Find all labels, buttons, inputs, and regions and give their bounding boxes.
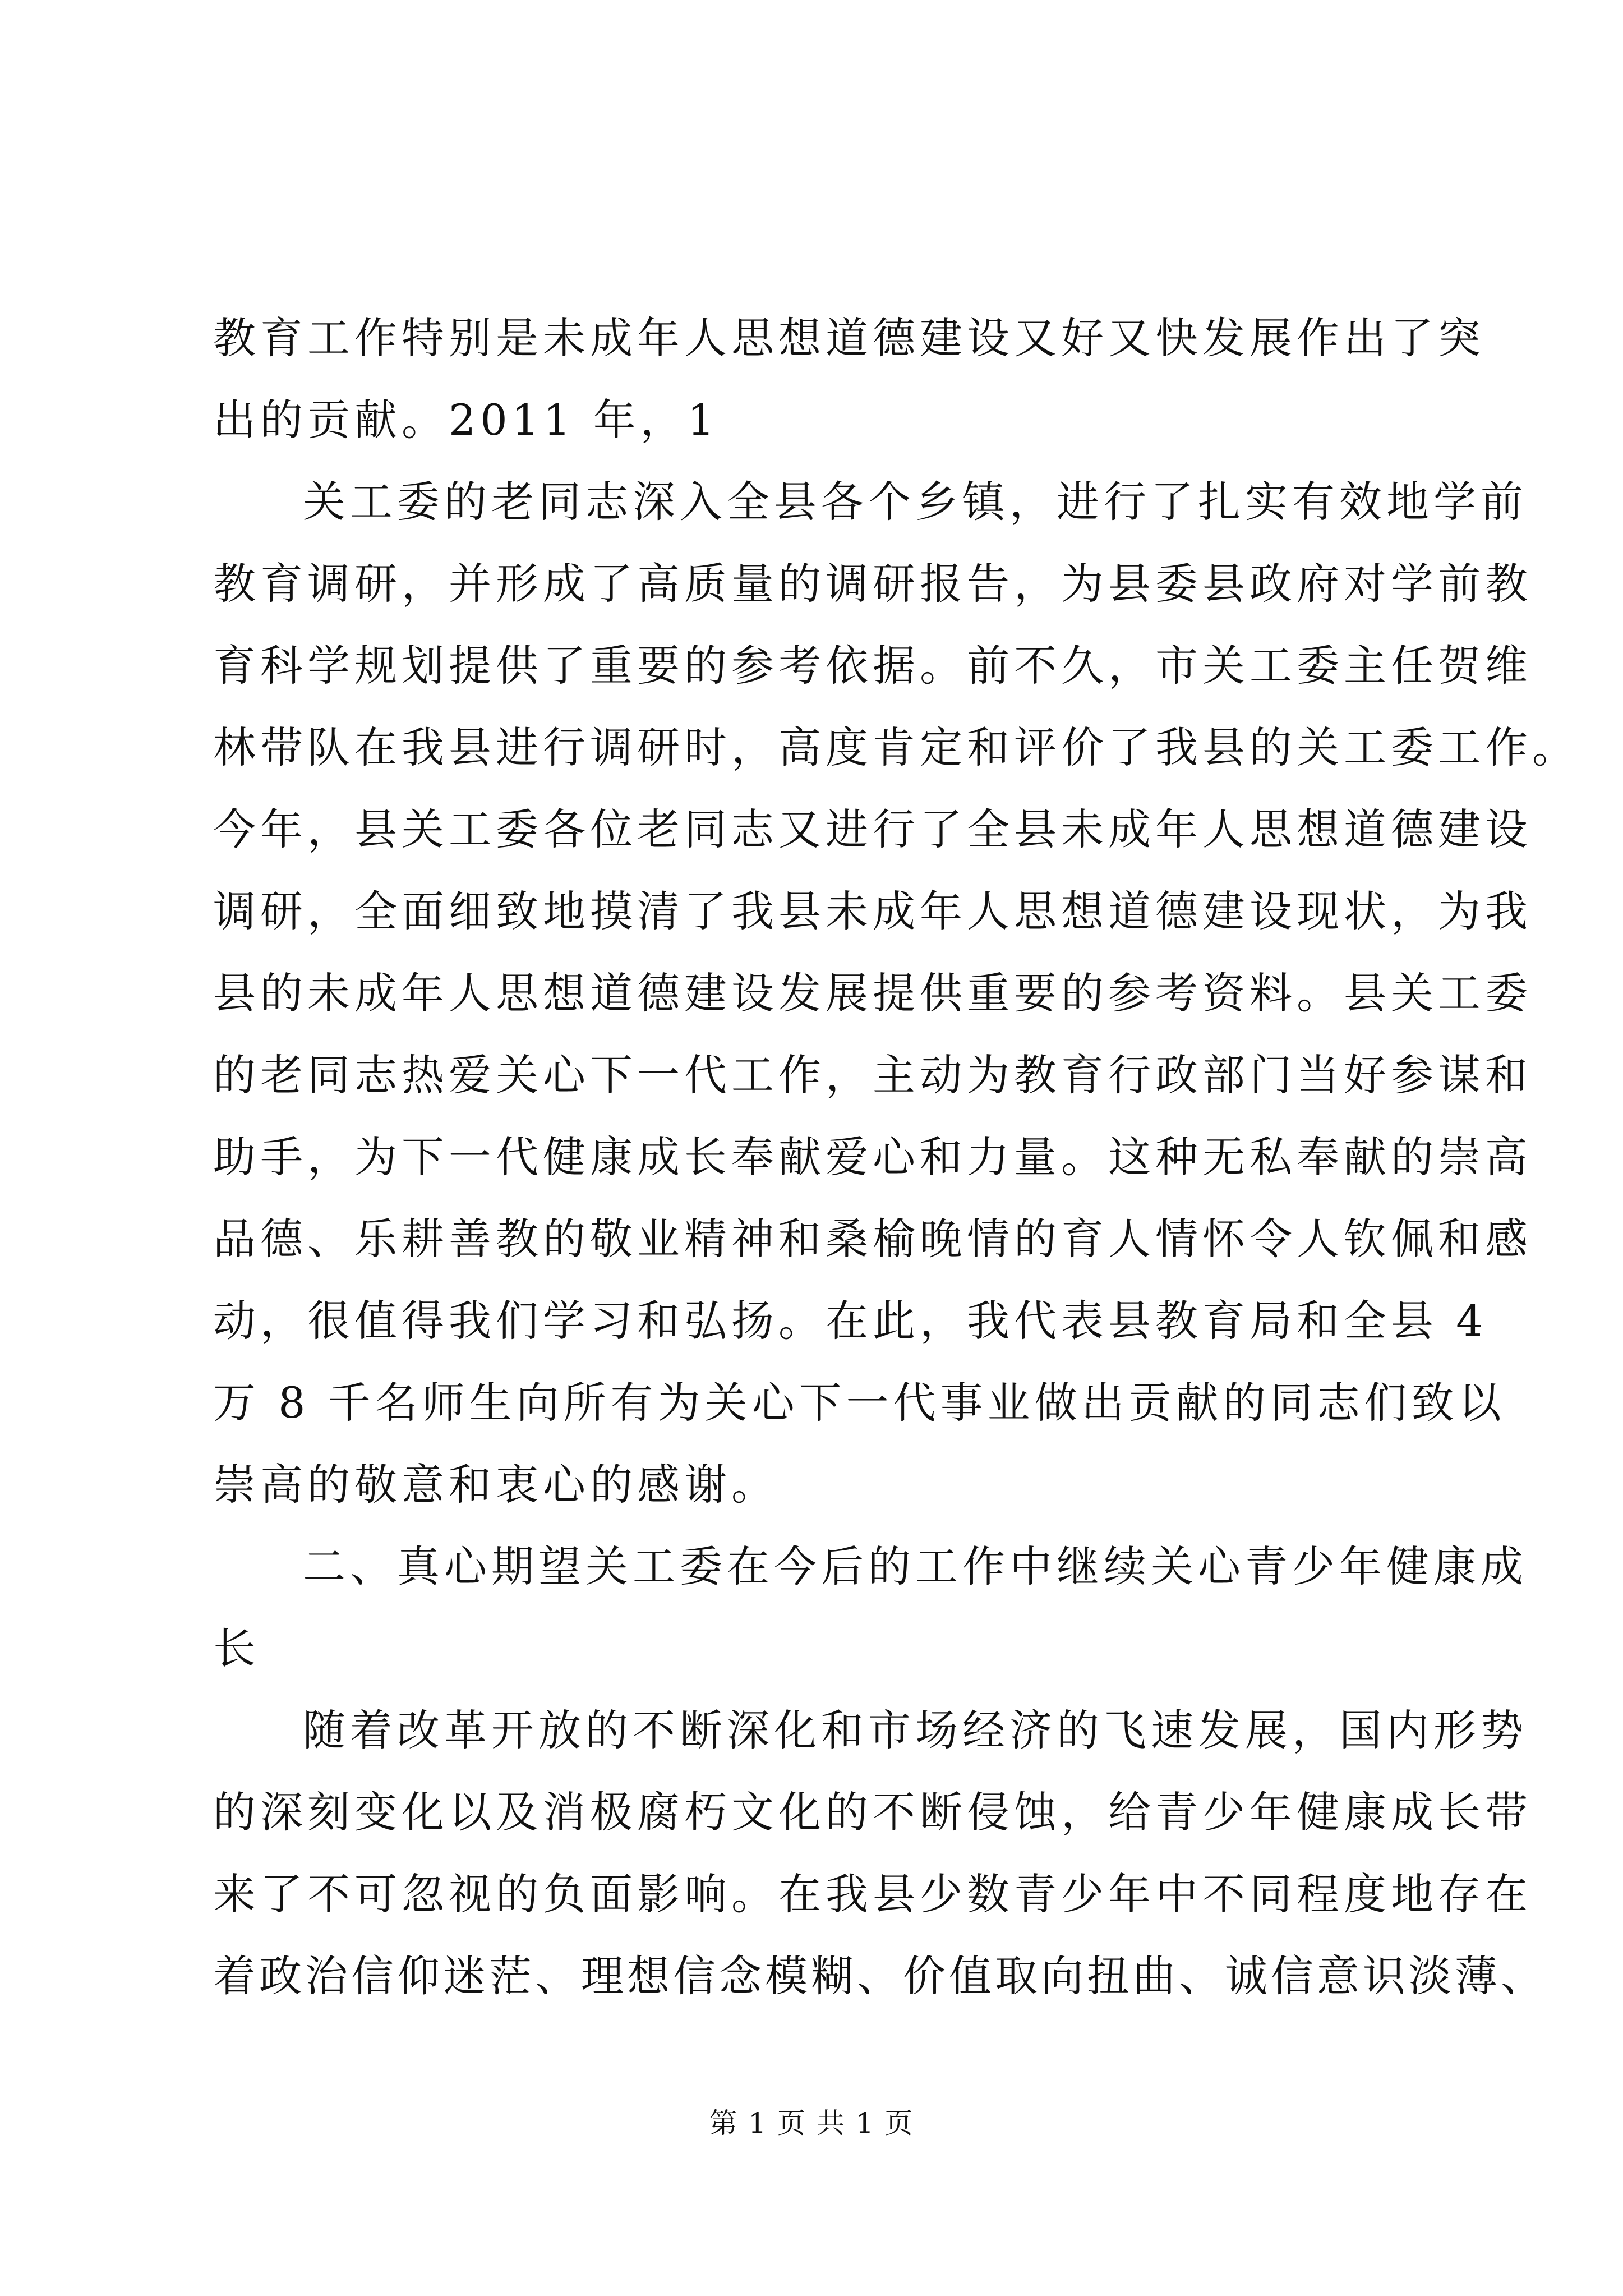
text-line: 崇高的敬意和衷心的感谢。 [213, 1460, 778, 1510]
paragraph-start-line: 随着改革开放的不断深化和市场经济的飞速发展，国内形势 [303, 1705, 1528, 1755]
text-line: 的老同志热爱关心下一代工作，主动为教育行政部门当好参谋和 [213, 1050, 1532, 1100]
text-line: 教育调研，并形成了高质量的调研报告，为县委县政府对学前教 [213, 559, 1532, 609]
text-line: 助手，为下一代健康成长奉献爱心和力量。这种无私奉献的崇高 [213, 1132, 1532, 1182]
text-line: 出的贡献。2011 年，1 [213, 395, 719, 445]
text-line: 林带队在我县进行调研时，高度肯定和评价了我县的关工委工作。 [213, 723, 1579, 772]
text-line: 着政治信仰迷茫、理想信念模糊、价值取向扭曲、诚信意识淡薄、 [213, 1951, 1547, 2001]
text-line: 来了不可忽视的负面影响。在我县少数青少年中不同程度地存在 [213, 1869, 1532, 1919]
text-line: 县的未成年人思想道德建设发展提供重要的参考资料。县关工委 [213, 968, 1532, 1018]
paragraph-start-line: 关工委的老同志深入全县各个乡镇，进行了扎实有效地学前 [303, 477, 1528, 527]
document-body [213, 297, 1579, 2017]
text-line: 调研，全面细致地摸清了我县未成年人思想道德建设现状，为我 [213, 886, 1532, 936]
text-line: 的深刻变化以及消极腐朽文化的不断侵蚀，给青少年健康成长带 [213, 1787, 1532, 1837]
text-line: 教育工作特别是未成年人思想道德建设又好又快发展作出了突 [213, 313, 1485, 363]
text-line: 品德、乐耕善教的敬业精神和桑榆晚情的育人情怀令人钦佩和感 [213, 1214, 1532, 1264]
text-line: 动，很值得我们学习和弘扬。在此，我代表县教育局和全县 4 [213, 1296, 1488, 1346]
section-heading-line: 长 [213, 1623, 260, 1673]
text-line: 育科学规划提供了重要的参考依据。前不久，市关工委主任贺维 [213, 641, 1532, 691]
page-number-footer: 第 1 页 共 1 页 [709, 2107, 914, 2139]
text-line: 万 8 千名师生向所有为关心下一代事业做出贡献的同志们致以 [213, 1378, 1506, 1428]
text-line: 今年，县关工委各位老同志又进行了全县未成年人思想道德建设 [213, 804, 1532, 854]
section-heading-line: 二、真心期望关工委在今后的工作中继续关心青少年健康成 [303, 1542, 1528, 1591]
